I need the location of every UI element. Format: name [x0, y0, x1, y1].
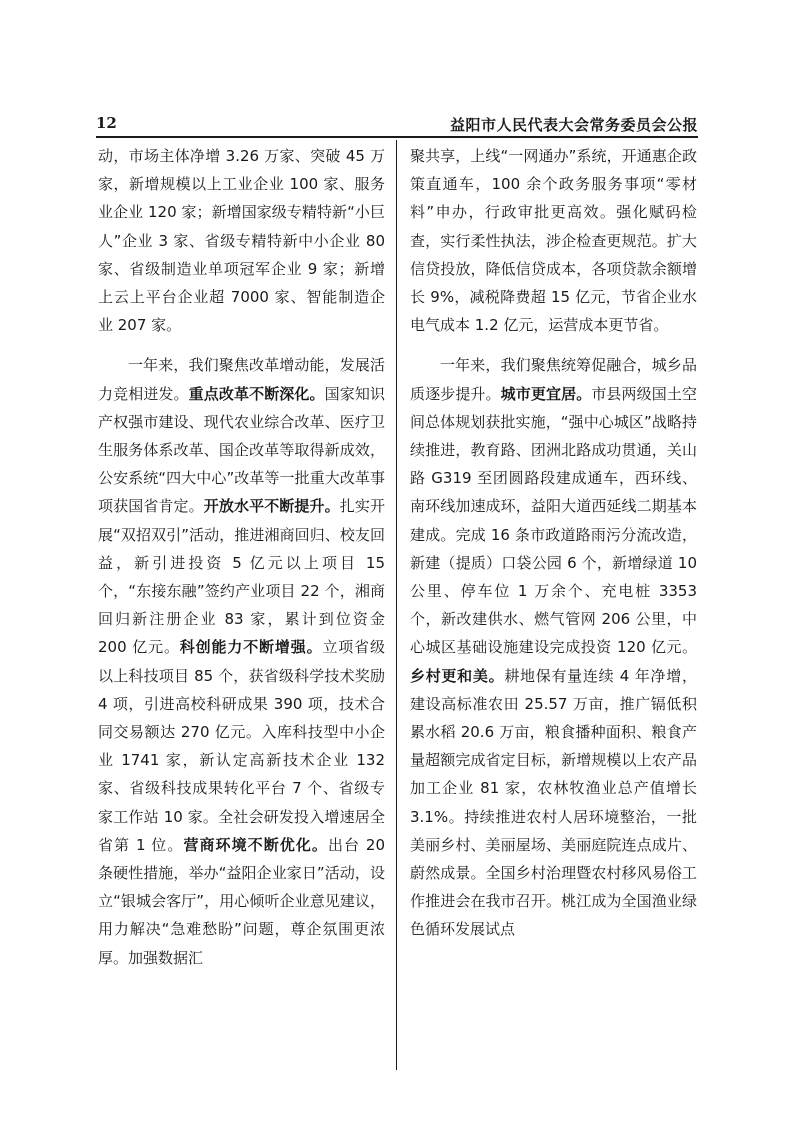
- paragraph: [410, 351, 697, 943]
- page-header: [96, 114, 698, 138]
- column-divider: [396, 140, 397, 1070]
- right-column: [410, 142, 697, 944]
- page-number: 12: [96, 114, 117, 132]
- highlight-heading: 城市更宜居。: [500, 384, 592, 403]
- journal-title: 益阳市人民代表大会常务委员会公报: [449, 116, 698, 134]
- body-text: 出台 20 条硬性措施，举办“益阳企业家日”活动，设立“银城会客厅”，用心倾听企业意见建议，用力解决“急难愁盼”问题，尊企氛围更浓厚。加强数据汇: [98, 835, 385, 967]
- paragraph: 聚共享，上线“一网通办”系统，开通惠企政策直通车，100 余个政务服务事项“零材料”申办，行政审批更高效。强化赋码检查，实行柔性执法，涉企检查更规范。扩大信贷投放，降低信贷成本，各项贷款余额增长 9%，减税降费超 15 亿元，节省企业水电气成本 1.2 亿元，运营成本更节省。: [410, 147, 697, 335]
- highlight-heading: 科创能力不断增强。: [179, 638, 323, 657]
- header-rule: [96, 136, 698, 138]
- lead-sentence: 一年来，我们聚焦改革增动能，发展活力竞相迸发。: [98, 356, 385, 403]
- body-text: 市县两级国土空间总体规划获批实施，“强中心城区”战略持续推进，教育路、团洲北路成功贯通，关山路 G319 至团圆路段建成通车，西环线、南环线加速成环，益阳大道西延线二期基本建成。完成 16 条市政道路雨污分流改造，新建（提质）口袋公园 6 个，新增绿道 10 公里、停车位 1 万余个、充电桩 3353 个，新改建供水、燃气管网 206 公里，中心城区基础设施建设完成投资 120 亿元。: [410, 384, 697, 657]
- highlight-heading: 营商环境不断优化。: [183, 835, 328, 854]
- lead-sentence: 一年来，我们聚焦统筹促融合，城乡品质逐步提升。: [410, 356, 697, 403]
- highlight-heading: 乡村更和美。: [410, 666, 505, 685]
- paragraph: [98, 351, 385, 971]
- highlight-heading: 重点改革不断深化。: [188, 384, 325, 403]
- body-text: 扎实开展“双招双引”活动，推进湘商回归、校友回益，新引进投资 5 亿元以上项目 15 个，“东接东融”签约产业项目 22 个，湘商回归新注册企业 83 家，累计到位资金 200 亿元。: [98, 497, 385, 657]
- body-text: 立项省级以上科技项目 85 个，获省级科学技术奖励 4 项，引进高校科研成果 390 项，技术合同交易额达 270 亿元。入库科技型中小企业 1741 家，新认定高新技术企业 132 家、省级科技成果转化平台 7 个、省级专家工作站 10 家。全社会研发投入增速居全省第 1 位。: [98, 638, 385, 854]
- body-text: 国家知识产权强市建设、现代农业综合改革、医疗卫生服务体系改革、国企改革等取得新成效，公安系统“四大中心”改革等一批重大改革事项获国省肯定。: [98, 384, 385, 516]
- left-column: [98, 142, 385, 972]
- paragraph: 动，市场主体净增 3.26 万家、突破 45 万家，新增规模以上工业企业 100 家、服务业企业 120 家；新增国家级专精特新“小巨人”企业 3 家、省级专精特新中小企业 80 家、省级制造业单项冠军企业 9 家；新增上云上平台企业超 7000 家、智能制造企业 207 家。: [98, 147, 385, 335]
- highlight-heading: 开放水平不断提升。: [203, 497, 340, 516]
- body-text: 耕地保有量连续 4 年净增，建设高标准农田 25.57 万亩，推广镉低积累水稻 20.6 万亩，粮食播种面积、粮食产量超额完成省定目标，新增规模以上农产品加工企业 81 家，农林牧渔业总产值增长 3.1%。持续推进农村人居环境整治，一批美丽乡村、美丽屋场、美丽庭院连点成片、蔚然成景。全国乡村治理暨农村移风易俗工作推进会在我市召开。桃江成为全国渔业绿色循环发展试点: [410, 666, 697, 939]
